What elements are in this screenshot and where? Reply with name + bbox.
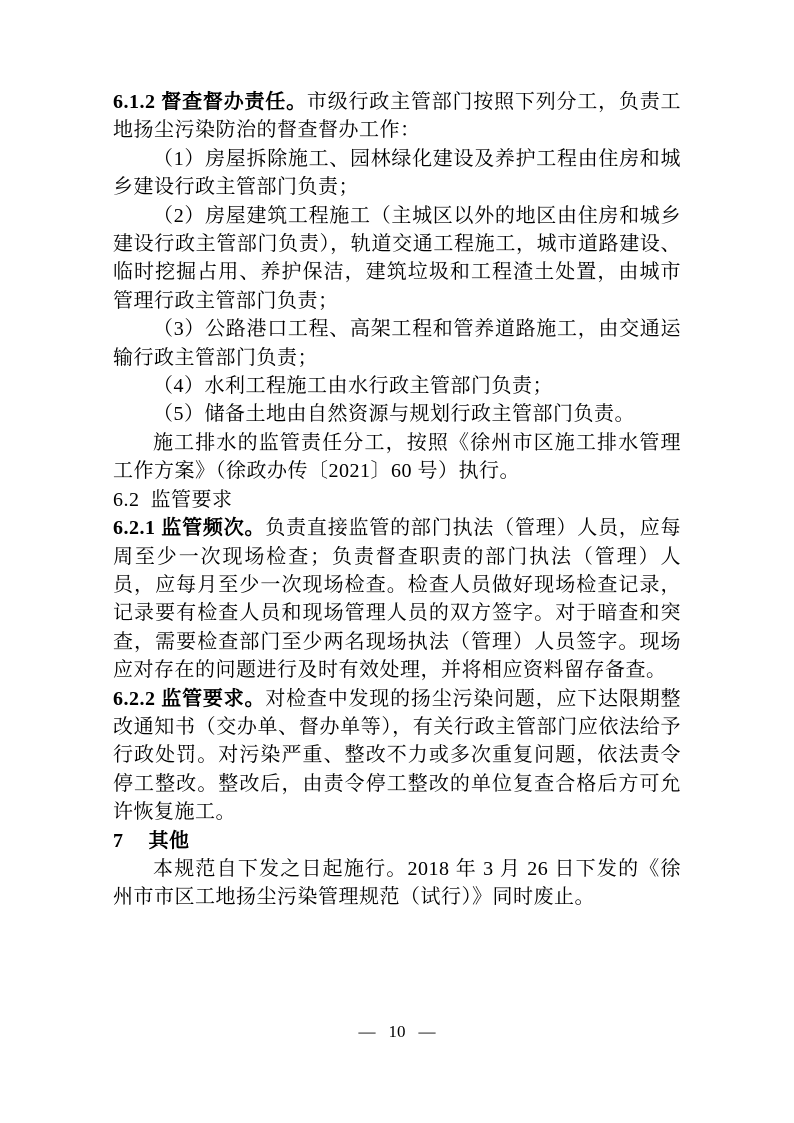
list-item-4: （4）水利工程施工由水行政主管部门负责； [153,375,553,398]
page-footer [0,1021,794,1043]
clause-6-2-2-text: 对检查中发现的扬尘污染问题，应下达限期整改通知书（交办单、督办单等），有关行政主管部门应依法给予行政处罚。对污染严重、整改不力或多次重复问题，依法责令停工整改。整改后，由责令停工整改的单位复查合格后方可允许恢复施工。 [113,687,682,824]
clause-6-2-2 [113,685,681,827]
paragraph-closing: 本规范自下发之日起施行。2018 年 3 月 26 日下发的《徐州市市区工地扬尘污染管理规范（试行）》同时废止。 [113,857,681,909]
section-heading-6-2 [113,486,681,514]
list-item-1: （1）房屋拆除施工、园林绿化建设及养护工程由住房和城乡建设行政主管部门负责； [113,147,681,199]
paragraph-drainage: 施工排水的监管责任分工，按照《徐州市区施工排水管理工作方案》（徐政办传〔2021〕60 号）执行。 [113,431,681,483]
page-number: 10 [388,1022,406,1041]
list-item-2: （2）房屋建筑工程施工（主城区以外的地区由住房和城乡建设行政主管部门负责），轨道交通工程施工，城市道路建设、临时挖掘占用、养护保洁，建筑垃圾和工程渣土处置，由城市管理行政主管部门负责； [113,204,681,312]
section-7-number: 7 [113,829,124,852]
clause-6-1-2-heading: 6.1.2 督查督办责任。 [113,91,307,113]
clause-6-2-1-text: 负责直接监管的部门执法（管理）人员，应每周至少一次现场检查；负责督查职责的部门执法（管理）人员，应每月至少一次现场检查。检查人员做好现场检查记录，记录要有检查人员和现场管理人员的双方签字。对于暗查和突查，需要检查部门至少两名现场执法（管理）人员签字。现场应对存在的问题进行及时有效处理，并将相应资料留存备查。 [113,517,682,682]
clause-6-1-2-text: 市级行政主管部门按照下列分工，负责工地扬尘污染防治的督查督办工作： [113,91,682,142]
list-item-3: （3）公路港口工程、高架工程和管养道路施工，由交通运输行政主管部门负责； [113,318,681,369]
footer-right-dash: — [418,1022,436,1041]
section-6-2-number: 6.2 [113,488,140,511]
clause-6-1-2 [113,88,681,145]
list-item-5: （5）储备土地由自然资源与规划行政主管部门负责。 [153,403,635,426]
clause-6-2-2-heading: 6.2.2 监管要求。 [113,687,266,710]
document-body [113,88,681,912]
clause-6-2-1 [113,514,681,684]
section-7-title: 其他 [148,829,190,852]
section-6-2-title: 监管要求 [150,488,233,511]
footer-left-dash: — [358,1022,376,1041]
clause-6-2-1-heading: 6.2.1 监管频次。 [113,517,266,540]
section-heading-7 [113,827,681,855]
